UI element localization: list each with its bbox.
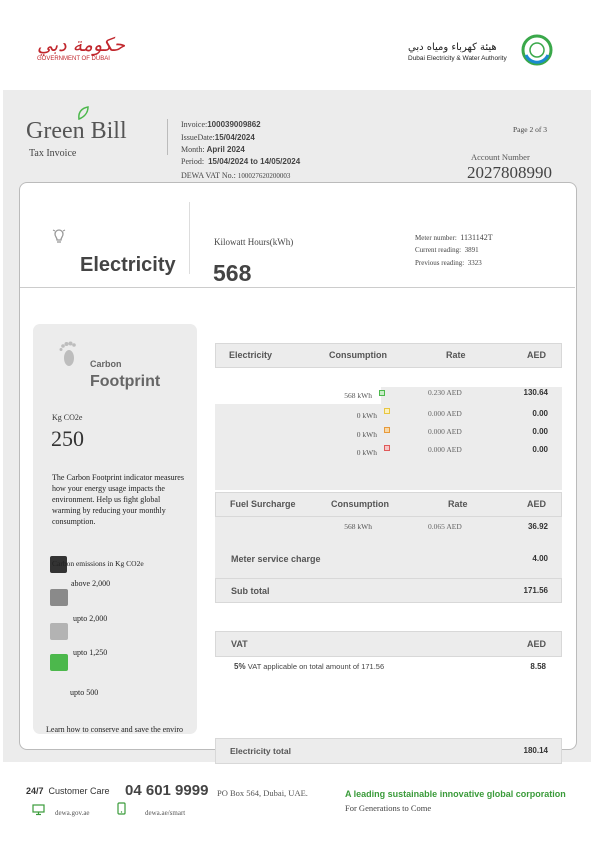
table-cell-kwh: 568 kWh [344,391,372,400]
smartphone-icon [117,802,126,820]
month-line: Month: April 2024 [181,145,245,154]
legend-label: above 2,000 [71,579,111,588]
tier-indicator [379,390,385,396]
vat-aed-header: AED [527,639,547,649]
lightbulb-icon [52,227,66,250]
title-divider [167,119,168,155]
account-label: Account Number [471,152,530,162]
tier-indicator [384,445,390,451]
vat-value: 8.58 [530,662,546,671]
tagline: For Generations to Come [345,803,432,813]
gov-logo-english: GOVERNMENT OF DUBAI [37,56,110,62]
table-header-cell: Rate [446,350,466,360]
table-cell-kwh: 0 kWh [356,448,377,457]
bill-title: Green Bill [26,118,127,144]
invoice-line: Invoice:100039009862 [181,120,261,129]
meter-service-value: 4.00 [532,554,548,563]
table-header-cell: AED [527,350,547,360]
legend-label: upto 500 [70,688,99,697]
emissions-label: Carbon emissions in Kg CO2e [52,559,144,568]
customer-care-label: 24/7 Customer Care [26,786,110,796]
legend-swatch-above-2000 [50,589,68,606]
table-cell-aed: 0.00 [532,427,548,436]
bill-subtitle: Tax Invoice [29,148,77,159]
vat-description: 5% VAT applicable on total amount of 171.56 [234,662,385,671]
smart-app-link[interactable]: dewa.ae/smart [145,809,186,817]
table-cell-kwh: 0 kWh [356,411,377,420]
meter-number: Meter number: 1131142T [415,233,493,242]
table-cell-rate: 0.230 AED [428,388,462,397]
total-value: 180.14 [523,746,548,755]
learn-more-text: Learn how to conserve and save the enviro [46,725,184,734]
tier-indicator [384,408,390,414]
current-reading: Current reading: 3891 [415,246,479,254]
kwh-value: 568 [213,260,252,286]
table-cell-aed: 130.64 [523,388,548,397]
table-cell-rate: 0.000 AED [428,427,462,436]
electricity-title: Electricity [80,254,176,276]
legend-swatch-upto-1250 [50,654,68,671]
table-cell-rate: 0.000 AED [428,445,462,454]
customer-care-phone[interactable]: 04 601 9999 [125,782,209,799]
table-header-cell: AED [527,499,547,509]
previous-reading: Previous reading: 3323 [415,259,482,267]
table-header-cell: Consumption [329,350,387,360]
table-cell-aed: 0.00 [532,445,548,454]
carbon-label: Carbon [90,359,122,369]
table-cell-aed: 36.92 [527,522,548,531]
vat-header [215,631,562,657]
legend-label: upto 2,000 [73,614,108,623]
vat-number-line: DEWA VAT No.: 100027620200003 [181,171,291,180]
slogan: A leading sustainable innovative global corporation [345,789,566,799]
table-cell-kwh: 0 kWh [356,430,377,439]
legend-label: upto 1,250 [73,648,108,657]
kwh-label: Kilowatt Hours(kWh) [214,237,294,247]
monitor-icon [32,803,45,821]
tier-indicator [384,427,390,433]
dewa-name-arabic: هيئة كهرباء ومياه دبي [408,42,497,53]
page-indicator: Page 2 of 3 [513,125,547,134]
issue-date-line: IssueDate:15/04/2024 [181,133,255,142]
gov-logo-arabic: حكومة دبي [37,34,126,56]
table-header-cell: Electricity [229,350,273,360]
footprint-icon [58,341,78,372]
subtotal-label: Sub total [231,586,270,596]
carbon-value: 250 [51,426,84,451]
period-line: Period: 15/04/2024 to 14/05/2024 [181,157,301,166]
section-divider [20,287,575,288]
table-cell-aed: 0.00 [532,409,548,418]
dewa-logo-icon [520,33,554,72]
table-cell-rate: 0.000 AED [428,409,462,418]
po-box: PO Box 564, Dubai, UAE. [217,788,308,798]
table-cell-kwh: 568 kWh [344,522,372,531]
total-label: Electricity total [230,746,291,756]
dewa-name-english: Dubai Electricity & Water Authority [408,55,507,62]
table-header-cell: Fuel Surcharge [230,499,296,509]
legend-swatch-upto-2000 [50,623,68,640]
vat-label: VAT [231,639,248,649]
carbon-description: The Carbon Footprint indicator measures how your energy usage impacts the environment. Help us fight global warming by reducing your monthly consumption. [52,473,184,526]
section-divider [189,202,190,274]
carbon-unit: Kg CO2e [52,413,83,422]
subtotal-value: 171.56 [523,586,548,595]
website-link[interactable]: dewa.gov.ae [55,809,90,817]
meter-service-label: Meter service charge [231,554,321,564]
table-cell-rate: 0.065 AED [428,522,462,531]
account-number: 2027808990 [467,163,552,182]
footprint-label: Footprint [90,373,161,390]
table-header-cell: Consumption [331,499,389,509]
table-header-cell: Rate [448,499,468,509]
